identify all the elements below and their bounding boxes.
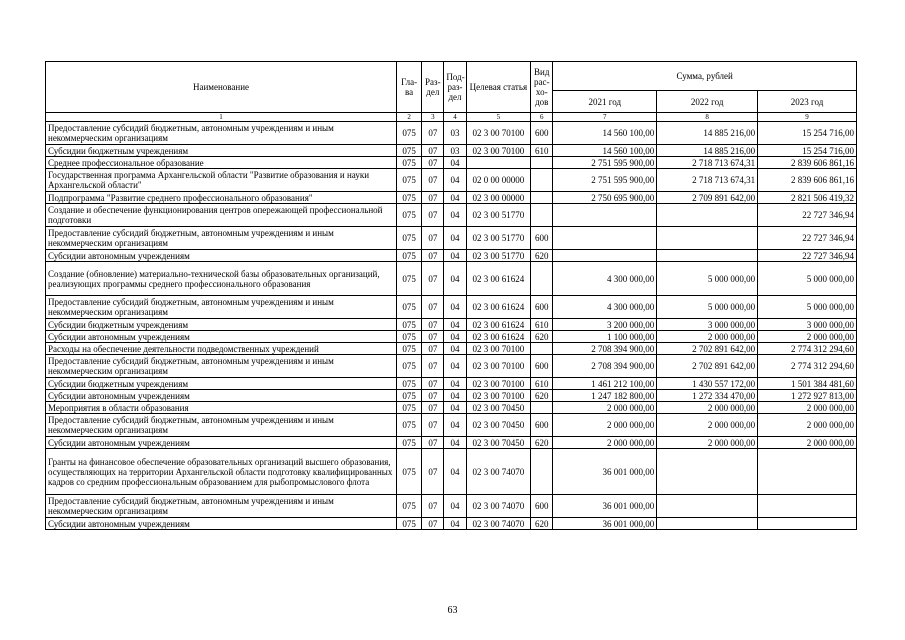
table-row	[46, 449, 857, 495]
row-razdel: 07	[422, 343, 444, 355]
row-glava: 075	[397, 518, 422, 530]
table-row	[46, 227, 857, 250]
row-podrazdel: 04	[444, 390, 466, 402]
row-name: Создание (обновление) материально-технической базы образовательных организаций, реализующих программы среднего профессионального образования	[46, 262, 397, 296]
row-amount-2023: 2 000 000,00	[758, 437, 857, 449]
table-row	[46, 518, 857, 530]
table-row	[46, 262, 857, 296]
row-amount-2023: 2 774 312 294,60	[758, 343, 857, 355]
row-amount-2021: 1 100 000,00	[553, 331, 657, 343]
row-amount-2021: 4 300 000,00	[553, 262, 657, 296]
row-glava: 075	[397, 437, 422, 449]
row-vid: 620	[531, 518, 553, 530]
row-glava: 075	[397, 495, 422, 518]
row-target: 02 3 00 70100	[466, 355, 531, 378]
row-amount-2023	[758, 518, 857, 530]
row-amount-2023: 2 839 606 861,16	[758, 169, 857, 192]
table-row	[46, 331, 857, 343]
row-target: 02 3 00 70100	[466, 122, 531, 145]
column-number: 8	[657, 113, 758, 122]
row-target: 02 3 00 74070	[466, 495, 531, 518]
row-podrazdel: 04	[444, 518, 466, 530]
table-row	[46, 390, 857, 402]
row-razdel: 07	[422, 495, 444, 518]
row-amount-2023: 2 000 000,00	[758, 414, 857, 437]
row-podrazdel: 04	[444, 262, 466, 296]
row-amount-2022: 5 000 000,00	[657, 262, 758, 296]
row-amount-2022: 1 430 557 172,00	[657, 378, 758, 390]
row-glava: 075	[397, 449, 422, 495]
row-name: Предоставление субсидий бюджетным, автономным учреждениям и иным некоммерческим организациям	[46, 227, 397, 250]
row-podrazdel: 04	[444, 319, 466, 331]
table-row	[46, 122, 857, 145]
header-name: Наименование	[46, 62, 397, 113]
row-vid: 620	[531, 437, 553, 449]
row-amount-2023: 22 727 346,94	[758, 227, 857, 250]
row-amount-2023: 2 000 000,00	[758, 331, 857, 343]
table-body	[46, 122, 857, 530]
row-amount-2023: 22 727 346,94	[758, 204, 857, 227]
budget-table	[45, 61, 857, 530]
row-amount-2022	[657, 495, 758, 518]
row-target: 02 3 00 51770	[466, 227, 531, 250]
row-glava: 075	[397, 296, 422, 319]
row-glava: 075	[397, 343, 422, 355]
row-vid	[531, 157, 553, 169]
row-amount-2022: 2 000 000,00	[657, 331, 758, 343]
row-podrazdel: 04	[444, 296, 466, 319]
row-glava: 075	[397, 122, 422, 145]
table-row	[46, 414, 857, 437]
row-name: Субсидии автономным учреждениям	[46, 390, 397, 402]
table-row	[46, 250, 857, 262]
row-amount-2022: 2 000 000,00	[657, 414, 758, 437]
row-podrazdel: 04	[444, 437, 466, 449]
row-razdel: 07	[422, 402, 444, 414]
row-glava: 075	[397, 250, 422, 262]
header-razdel: Раз-дел	[422, 62, 444, 113]
row-target: 02 3 00 70450	[466, 414, 531, 437]
row-amount-2021: 2 708 394 900,00	[553, 355, 657, 378]
row-amount-2022: 1 272 334 470,00	[657, 390, 758, 402]
table-row	[46, 378, 857, 390]
table-row	[46, 343, 857, 355]
row-amount-2023: 15 254 716,00	[758, 122, 857, 145]
row-name: Среднее профессиональное образование	[46, 157, 397, 169]
row-name: Предоставление субсидий бюджетным, автономным учреждениям и иным некоммерческим организациям	[46, 355, 397, 378]
row-vid	[531, 204, 553, 227]
row-amount-2023	[758, 495, 857, 518]
row-podrazdel: 04	[444, 250, 466, 262]
row-glava: 075	[397, 169, 422, 192]
row-name: Субсидии бюджетным учреждениям	[46, 378, 397, 390]
row-vid: 600	[531, 227, 553, 250]
row-name: Создание и обеспечение функционирования центров опережающей профессиональной подготовки	[46, 204, 397, 227]
row-podrazdel: 03	[444, 122, 466, 145]
row-razdel: 07	[422, 414, 444, 437]
row-target: 02 3 00 61624	[466, 319, 531, 331]
row-glava: 075	[397, 227, 422, 250]
row-razdel: 07	[422, 145, 444, 157]
page-number: 63	[447, 605, 458, 616]
row-amount-2023: 15 254 716,00	[758, 145, 857, 157]
row-razdel: 07	[422, 378, 444, 390]
row-amount-2023: 2 821 506 419,32	[758, 192, 857, 204]
row-name: Предоставление субсидий бюджетным, автономным учреждениям и иным некоммерческим организациям	[46, 495, 397, 518]
row-razdel: 07	[422, 319, 444, 331]
row-razdel: 07	[422, 157, 444, 169]
header-podrazdel: Под-раз-дел	[444, 62, 466, 113]
row-podrazdel: 04	[444, 495, 466, 518]
header-vid: Вид рас-хо-дов	[531, 62, 553, 113]
row-razdel: 07	[422, 204, 444, 227]
row-vid: 600	[531, 414, 553, 437]
column-number: 5	[466, 113, 531, 122]
row-name: Подпрограмма "Развитие среднего профессионального образования"	[46, 192, 397, 204]
row-razdel: 07	[422, 355, 444, 378]
row-glava: 075	[397, 157, 422, 169]
row-razdel: 07	[422, 449, 444, 495]
row-target: 02 0 00 00000	[466, 169, 531, 192]
row-amount-2022	[657, 518, 758, 530]
row-name: Предоставление субсидий бюджетным, автономным учреждениям и иным некоммерческим организациям	[46, 414, 397, 437]
row-name: Субсидии бюджетным учреждениям	[46, 145, 397, 157]
row-vid: 620	[531, 390, 553, 402]
row-podrazdel: 04	[444, 157, 466, 169]
row-name: Предоставление субсидий бюджетным, автономным учреждениям и иным некоммерческим организациям	[46, 122, 397, 145]
table-row	[46, 145, 857, 157]
row-amount-2021: 14 560 100,00	[553, 122, 657, 145]
table-row	[46, 355, 857, 378]
row-glava: 075	[397, 390, 422, 402]
row-vid: 610	[531, 145, 553, 157]
row-amount-2023: 1 501 384 481,60	[758, 378, 857, 390]
row-amount-2023	[758, 449, 857, 495]
row-name: Мероприятия в области образования	[46, 402, 397, 414]
row-podrazdel: 04	[444, 192, 466, 204]
table-row	[46, 169, 857, 192]
row-amount-2021	[553, 227, 657, 250]
column-number: 4	[444, 113, 466, 122]
row-amount-2022	[657, 227, 758, 250]
column-number: 6	[531, 113, 553, 122]
header-2022: 2022 год	[657, 91, 758, 113]
row-glava: 075	[397, 331, 422, 343]
row-razdel: 07	[422, 227, 444, 250]
row-target: 02 3 00 00000	[466, 192, 531, 204]
row-target: 02 3 00 70450	[466, 437, 531, 449]
row-razdel: 07	[422, 262, 444, 296]
row-podrazdel: 04	[444, 204, 466, 227]
row-amount-2022	[657, 449, 758, 495]
row-amount-2022: 2 702 891 642,00	[657, 343, 758, 355]
row-amount-2022	[657, 204, 758, 227]
row-vid	[531, 192, 553, 204]
row-target: 02 3 00 70100	[466, 390, 531, 402]
row-vid	[531, 449, 553, 495]
row-name: Субсидии автономным учреждениям	[46, 518, 397, 530]
row-razdel: 07	[422, 192, 444, 204]
row-amount-2022: 5 000 000,00	[657, 296, 758, 319]
header-glava: Гла-ва	[397, 62, 422, 113]
row-amount-2021: 1 461 212 100,00	[553, 378, 657, 390]
column-number: 1	[46, 113, 397, 122]
row-amount-2021: 36 001 000,00	[553, 449, 657, 495]
row-razdel: 07	[422, 331, 444, 343]
row-amount-2022: 2 709 891 642,00	[657, 192, 758, 204]
row-amount-2023: 22 727 346,94	[758, 250, 857, 262]
row-target: 02 3 00 61624	[466, 331, 531, 343]
row-glava: 075	[397, 402, 422, 414]
row-podrazdel: 04	[444, 402, 466, 414]
row-name: Государственная программа Архангельской области "Развитие образования и науки Архангельской области"	[46, 169, 397, 192]
row-amount-2021: 2 000 000,00	[553, 437, 657, 449]
row-podrazdel: 04	[444, 227, 466, 250]
row-amount-2021: 2 000 000,00	[553, 414, 657, 437]
row-podrazdel: 04	[444, 414, 466, 437]
row-amount-2022: 2 718 713 674,31	[657, 169, 758, 192]
row-vid: 600	[531, 296, 553, 319]
row-amount-2022	[657, 250, 758, 262]
row-amount-2022: 3 000 000,00	[657, 319, 758, 331]
row-podrazdel: 04	[444, 378, 466, 390]
row-glava: 075	[397, 414, 422, 437]
row-podrazdel: 04	[444, 343, 466, 355]
table-row	[46, 402, 857, 414]
row-target: 02 3 00 74070	[466, 449, 531, 495]
row-vid: 610	[531, 378, 553, 390]
row-vid	[531, 262, 553, 296]
row-target: 02 3 00 70450	[466, 402, 531, 414]
row-target: 02 3 00 74070	[466, 518, 531, 530]
row-amount-2021	[553, 250, 657, 262]
row-vid: 620	[531, 250, 553, 262]
row-podrazdel: 04	[444, 355, 466, 378]
header-2023: 2023 год	[758, 91, 857, 113]
table-row	[46, 192, 857, 204]
row-target: 02 3 00 51770	[466, 204, 531, 227]
row-amount-2021: 14 560 100,00	[553, 145, 657, 157]
row-amount-2022: 2 000 000,00	[657, 402, 758, 414]
row-amount-2021: 2 000 000,00	[553, 402, 657, 414]
table-row	[46, 296, 857, 319]
table-row	[46, 157, 857, 169]
row-vid: 610	[531, 319, 553, 331]
row-razdel: 07	[422, 250, 444, 262]
row-razdel: 07	[422, 296, 444, 319]
row-vid: 620	[531, 331, 553, 343]
row-amount-2022: 14 885 216,00	[657, 145, 758, 157]
row-amount-2022: 2 000 000,00	[657, 437, 758, 449]
row-name: Субсидии автономным учреждениям	[46, 437, 397, 449]
row-glava: 075	[397, 204, 422, 227]
row-amount-2023: 1 272 927 813,00	[758, 390, 857, 402]
row-glava: 075	[397, 355, 422, 378]
row-podrazdel: 04	[444, 449, 466, 495]
row-podrazdel: 04	[444, 169, 466, 192]
row-vid	[531, 402, 553, 414]
row-glava: 075	[397, 262, 422, 296]
row-vid: 600	[531, 355, 553, 378]
table-row	[46, 437, 857, 449]
row-target: 02 3 00 70100	[466, 343, 531, 355]
row-glava: 075	[397, 378, 422, 390]
row-glava: 075	[397, 319, 422, 331]
header-2021: 2021 год	[553, 91, 657, 113]
row-target: 02 3 00 70100	[466, 378, 531, 390]
header-target: Целевая статья	[466, 62, 531, 113]
row-name: Расходы на обеспечение деятельности подведомственных учреждений	[46, 343, 397, 355]
row-amount-2023: 2 839 606 861,16	[758, 157, 857, 169]
header-amount: Сумма, рублей	[553, 62, 857, 91]
row-amount-2021	[553, 204, 657, 227]
row-name: Гранты на финансовое обеспечение образовательных организаций высшего образования, осуществляющих на территории Архангельской области подготовку квалифицированных кадров со средним профессиональным образованием для рыбопромыслового флота	[46, 449, 397, 495]
row-name: Предоставление субсидий бюджетным, автономным учреждениям и иным некоммерческим организациям	[46, 296, 397, 319]
row-vid	[531, 169, 553, 192]
row-amount-2021: 1 247 182 800,00	[553, 390, 657, 402]
row-glava: 075	[397, 192, 422, 204]
row-target: 02 3 00 61624	[466, 262, 531, 296]
row-amount-2021: 4 300 000,00	[553, 296, 657, 319]
table-row	[46, 319, 857, 331]
column-number: 7	[553, 113, 657, 122]
row-amount-2021: 2 708 394 900,00	[553, 343, 657, 355]
row-target: 02 3 00 61624	[466, 296, 531, 319]
table-row	[46, 204, 857, 227]
row-amount-2023: 5 000 000,00	[758, 262, 857, 296]
row-name: Субсидии бюджетным учреждениям	[46, 319, 397, 331]
column-number: 3	[422, 113, 444, 122]
row-glava: 075	[397, 145, 422, 157]
row-razdel: 07	[422, 122, 444, 145]
column-number: 2	[397, 113, 422, 122]
row-razdel: 07	[422, 518, 444, 530]
row-amount-2023: 3 000 000,00	[758, 319, 857, 331]
row-amount-2022: 14 885 216,00	[657, 122, 758, 145]
row-razdel: 07	[422, 169, 444, 192]
column-number: 9	[758, 113, 857, 122]
row-amount-2021: 36 001 000,00	[553, 518, 657, 530]
row-podrazdel: 04	[444, 331, 466, 343]
row-target: 02 3 00 51770	[466, 250, 531, 262]
row-razdel: 07	[422, 390, 444, 402]
table-row	[46, 495, 857, 518]
row-amount-2022: 2 702 891 642,00	[657, 355, 758, 378]
row-amount-2022: 2 718 713 674,31	[657, 157, 758, 169]
row-amount-2021: 2 751 595 900,00	[553, 157, 657, 169]
row-amount-2023: 5 000 000,00	[758, 296, 857, 319]
row-name: Субсидии автономным учреждениям	[46, 331, 397, 343]
row-target	[466, 157, 531, 169]
row-podrazdel: 03	[444, 145, 466, 157]
row-amount-2023: 2 774 312 294,60	[758, 355, 857, 378]
row-target: 02 3 00 70100	[466, 145, 531, 157]
row-amount-2021: 2 750 695 900,00	[553, 192, 657, 204]
row-amount-2023: 2 000 000,00	[758, 402, 857, 414]
row-vid: 600	[531, 495, 553, 518]
row-amount-2021: 36 001 000,00	[553, 495, 657, 518]
row-amount-2021: 2 751 595 900,00	[553, 169, 657, 192]
row-name: Субсидии автономным учреждениям	[46, 250, 397, 262]
row-vid	[531, 343, 553, 355]
row-amount-2021: 3 200 000,00	[553, 319, 657, 331]
row-razdel: 07	[422, 437, 444, 449]
row-vid: 600	[531, 122, 553, 145]
